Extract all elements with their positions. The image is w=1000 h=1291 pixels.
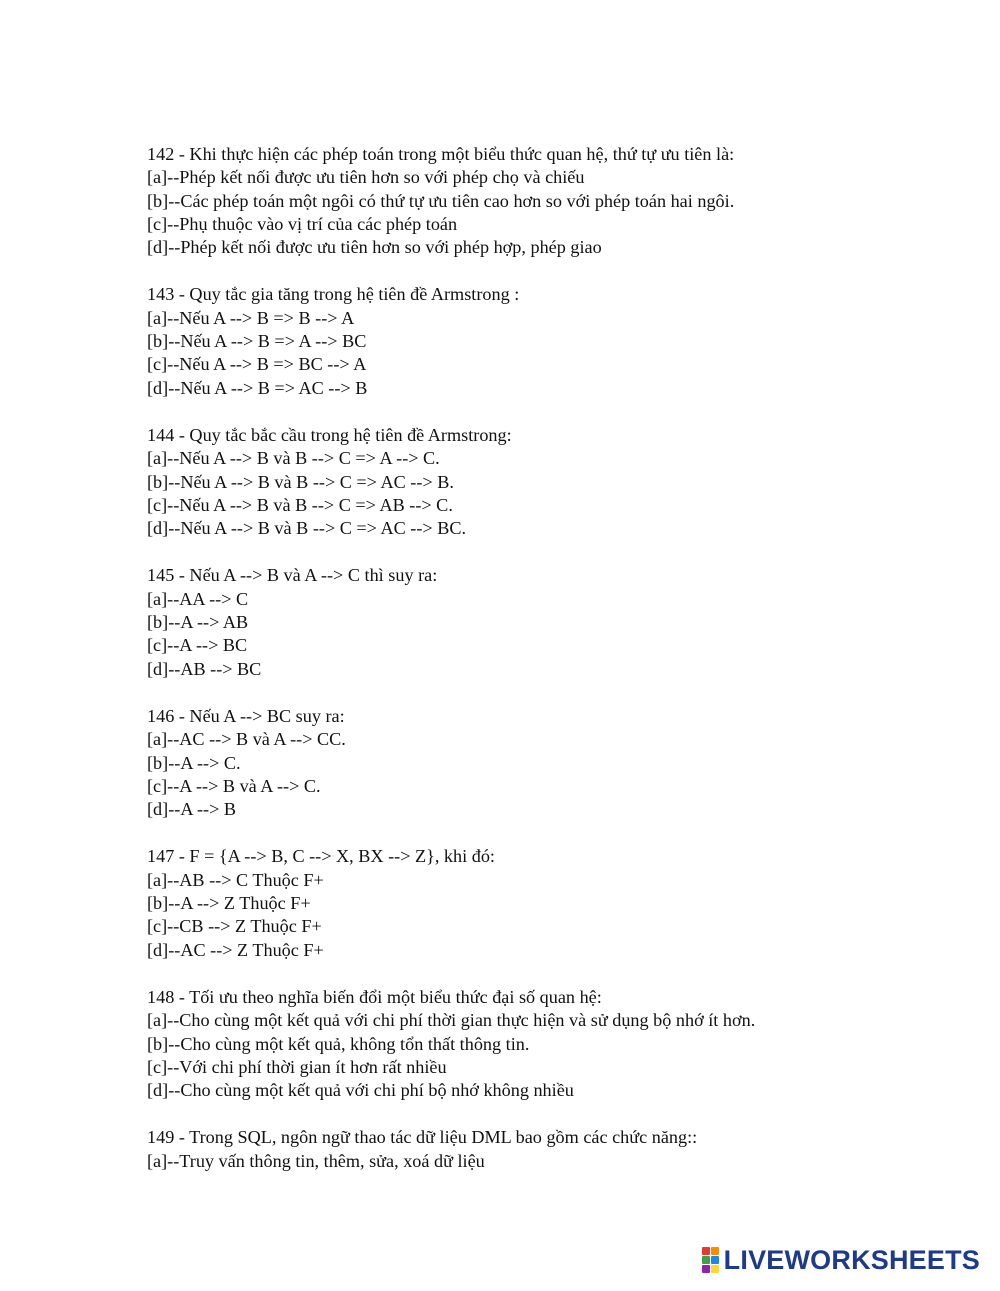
option-a: [a]--AA --> C (147, 588, 249, 609)
option-d: [d]--A --> B (147, 799, 237, 820)
question-stem: 142 - Khi thực hiện các phép toán trong một biểu thức quan hệ, thứ tự ưu tiên là: (147, 144, 735, 164)
option-b: [b]--Các phép toán một ngôi có thứ tự ưu tiên cao hơn so với phép toán hai ngôi. (147, 190, 735, 211)
option-d: [d]--Nếu A --> B và B --> C => AC --> BC. (147, 518, 467, 539)
option-c: [c]--A --> BC (147, 635, 248, 656)
logo-block (711, 1247, 719, 1255)
option-b: [b]--Nếu A --> B và B --> C => AC --> B. (147, 471, 454, 492)
question-stem: 149 - Trong SQL, ngôn ngữ thao tác dữ liệu DML bao gồm các chức năng:: (147, 1127, 698, 1148)
question-stem: 147 - F = {A --> B, C --> X, BX --> Z}, khi đó: (147, 846, 495, 867)
question-stem: 146 - Nếu A --> BC suy ra: (147, 705, 345, 726)
logo-text: LIVEWORKSHEETS (723, 1244, 980, 1275)
option-a: [a]--Phép kết nối được ưu tiên hơn so với phép chọ và chiếu (147, 167, 585, 188)
option-b: [b]--A --> C. (147, 752, 241, 773)
option-c: [c]--A --> B và A --> C. (147, 775, 321, 796)
question-148 (147, 986, 967, 1102)
logo-mark-icon (702, 1247, 719, 1273)
question-145 (147, 564, 967, 680)
option-a: [a]--Nếu A --> B và B --> C => A --> C. (147, 448, 440, 469)
question-stem: 148 - Tối ưu theo nghĩa biến đổi một biểu thức đại số quan hệ: (147, 986, 602, 1007)
option-a: [a]--Truy vấn thông tin, thêm, sửa, xoá dữ liệu (147, 1150, 485, 1171)
option-d: [d]--Nếu A --> B => AC --> B (147, 377, 368, 398)
option-a: [a]--Cho cùng một kết quả với chi phí thời gian thực hiện và sử dụng bộ nhớ ít hơn. (147, 1010, 756, 1031)
question-142 (147, 143, 967, 259)
option-d: [d]--AC --> Z Thuộc F+ (147, 939, 324, 960)
option-c: [c]--Nếu A --> B => BC --> A (147, 354, 367, 375)
option-a: [a]--Nếu A --> B => B --> A (147, 307, 355, 328)
option-d: [d]--Phép kết nối được ưu tiên hơn so với phép hợp, phép giao (147, 237, 602, 258)
logo-block (702, 1265, 710, 1273)
logo-block (711, 1256, 719, 1264)
option-d: [d]--Cho cùng một kết quả với chi phí bộ nhớ không nhiều (147, 1080, 574, 1101)
question-144 (147, 424, 967, 540)
question-stem: 143 - Quy tắc gia tăng trong hệ tiên đề Armstrong : (147, 284, 520, 305)
question-147 (147, 845, 967, 961)
option-c: [c]--Phụ thuộc vào vị trí của các phép toán (147, 213, 458, 234)
question-stem: 145 - Nếu A --> B và A --> C thì suy ra: (147, 565, 438, 586)
option-b: [b]--A --> Z Thuộc F+ (147, 893, 311, 914)
logo-block (702, 1247, 710, 1255)
logo-block (711, 1265, 719, 1273)
option-c: [c]--CB --> Z Thuộc F+ (147, 916, 322, 937)
question-149 (147, 1126, 967, 1173)
question-146 (147, 705, 967, 821)
question-143 (147, 283, 967, 399)
question-stem: 144 - Quy tắc bắc cầu trong hệ tiên đề Armstrong: (147, 424, 512, 445)
option-b: [b]--A --> AB (147, 612, 249, 633)
option-b: [b]--Cho cùng một kết quả, không tổn thất thông tin. (147, 1033, 530, 1054)
logo-block (702, 1256, 710, 1264)
liveworksheets-logo (702, 1244, 980, 1276)
option-c: [c]--Nếu A --> B và B --> C => AB --> C. (147, 494, 453, 515)
option-d: [d]--AB --> BC (147, 658, 262, 679)
option-a: [a]--AC --> B và A --> CC. (147, 729, 346, 750)
option-a: [a]--AB --> C Thuộc F+ (147, 869, 324, 890)
option-c: [c]--Với chi phí thời gian ít hơn rất nhiều (147, 1056, 447, 1077)
option-b: [b]--Nếu A --> B => A --> BC (147, 331, 367, 352)
worksheet-page (147, 143, 967, 1197)
